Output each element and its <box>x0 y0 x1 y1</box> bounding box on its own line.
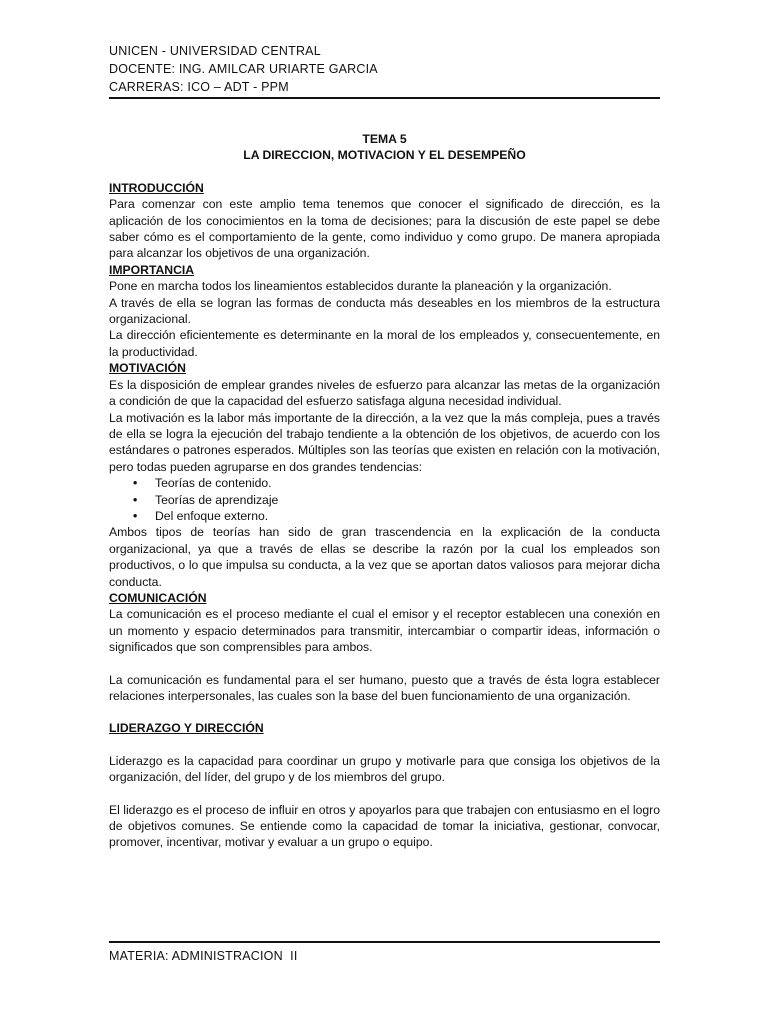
importancia-paragraph-1: Pone en marcha todos los lineamientos establecidos durante la planeación y la organización. <box>109 279 612 294</box>
header-careers: CARRERAS: ICO – ADT - PPM <box>109 80 289 94</box>
topic-title: LA DIRECCION, MOTIVACION Y EL DESEMPEÑO <box>243 148 526 163</box>
liderazgo-heading: LIDERAZGO Y DIRECCIÓN <box>109 721 264 736</box>
header-teacher: DOCENTE: ING. AMILCAR URIARTE GARCIA <box>109 62 378 76</box>
bullet-icon: • <box>133 492 138 507</box>
theories-list <box>109 475 660 524</box>
motivacion-heading: MOTIVACIÓN <box>109 361 186 376</box>
spacer <box>109 704 660 720</box>
header-divider <box>109 97 660 99</box>
list-item <box>109 475 660 491</box>
bullet-icon: • <box>133 508 138 523</box>
spacer <box>109 786 660 802</box>
liderazgo-paragraph-1: Liderazgo es la capacidad para coordinar un grupo y motivarle para que consiga los objetivos de la organización, del líder, del grupo y de los miembros del grupo. <box>109 753 660 785</box>
motivacion-paragraph-1: Es la disposición de emplear grandes niveles de esfuerzo para alcanzar las metas de la organización a condición de que la capacidad del esfuerzo satisfaga alguna necesidad individual. <box>109 377 660 409</box>
liderazgo-paragraph-2: El liderazgo es el proceso de influir en otros y apoyarlos para que trabajen con entusiasmo en el logro de objetivos comunes. Se entiende como la capacidad de tomar la iniciativa, gestionar, convocar, promover, incentivar, motivar y evaluar a un grupo o equipo. <box>109 802 660 850</box>
spacer <box>109 164 660 180</box>
intro-paragraph: Para comenzar con este amplio tema tenemos que conocer el significado de dirección, es la aplicación de los conocimientos en la toma de decisiones; para la discusión de este papel se debe saber cómo es el comportamiento de la gente, como individuo y como grupo. De manera apropiada para alcanzar los objetivos de una organización. <box>109 197 660 261</box>
document-body <box>109 131 660 851</box>
bullet-icon: • <box>133 476 138 491</box>
list-item-text: Teorías de aprendizaje <box>155 492 279 507</box>
list-item <box>109 508 660 524</box>
motivacion-paragraph-3: Ambos tipos de teorías han sido de gran trascendencia en la explicación de la conducta organizacional, ya que a través de ellas se describe la razón por la cual los empleados son productivos, o lo que impulsa su conducta, a la vez que se aportan datos valiosos para mejorar dicha conducta. <box>109 525 660 589</box>
importancia-heading: IMPORTANCIA <box>109 262 195 277</box>
comunicacion-paragraph-2: La comunicación es fundamental para el ser humano, puesto que a través de ésta logra establecer relaciones interpersonales, las cuales son la base del buen funcionamiento de una organización. <box>109 672 660 703</box>
spacer <box>109 737 660 753</box>
document-header <box>109 42 660 96</box>
footer-subject: MATERIA: ADMINISTRACION II <box>109 949 298 963</box>
comunicacion-heading: COMUNICACIÓN <box>109 590 207 605</box>
intro-heading: INTRODUCCIÓN <box>109 180 204 195</box>
list-item-text: Teorías de contenido. <box>155 476 272 491</box>
topic-number: TEMA 5 <box>362 132 407 146</box>
spacer <box>109 656 660 672</box>
comunicacion-paragraph-1: La comunicación es el proceso mediante el cual el emisor y el receptor establecen una conexión en un momento y espacio determinados para transmitir, intercambiar o compartir ideas, información o significados que son comprensibles para ambos. <box>109 607 660 655</box>
motivacion-paragraph-2: La motivación es la labor más importante de la dirección, a la vez que la más compleja, pues a través de ella se logra la ejecución del trabajo tendiente a la obtención de los objetivos, de acuerdo con los estándares o patrones esperados. Múltiples son las teorías que existen en relación con la motivación, pero todas pueden agruparse en dos grandes tendencias: <box>109 410 660 474</box>
header-university: UNICEN - UNIVERSIDAD CENTRAL <box>109 44 321 58</box>
importancia-paragraph-2: A través de ella se logran las formas de conducta más deseables en los miembros de la estructura organizacional. <box>109 295 660 327</box>
document-page <box>109 0 660 1024</box>
list-item-text: Del enfoque externo. <box>155 508 269 523</box>
list-item <box>109 492 660 508</box>
importancia-paragraph-3: La dirección eficientemente es determinante en la moral de los empleados y, consecuentemente, en la productividad. <box>109 328 660 359</box>
footer-divider <box>109 941 660 943</box>
